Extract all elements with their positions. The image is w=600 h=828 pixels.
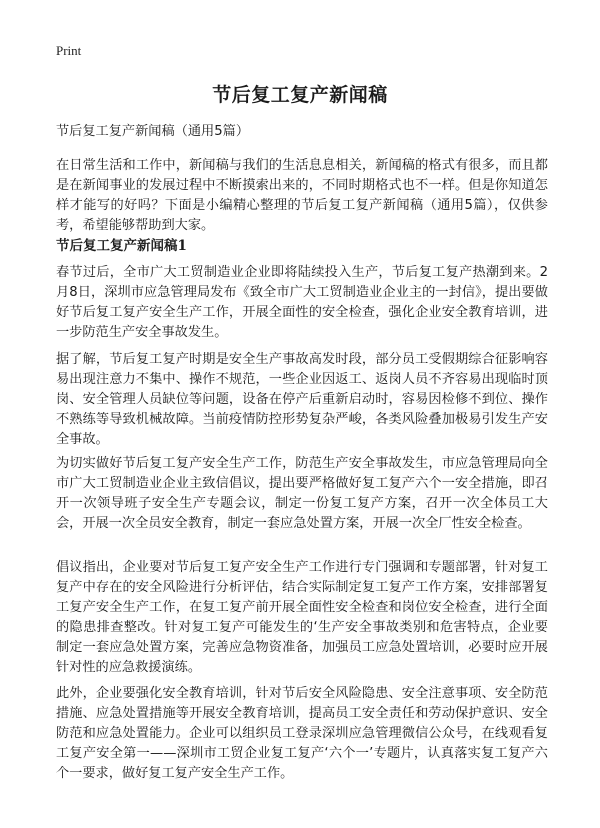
intro-paragraph: 在日常生活和工作中，新闻稿与我们的生活息息相关，新闻稿的格式有很多，而且都是在新闻事业的发展过程中不断摸索出来的，不同时期格式也不一样。但是你知道怎样才能写的好吗？下面是小编精心整理的节后复工复产新闻稿（通用5篇），仅供参考，希望能够帮助到大家。	[56, 158, 548, 233]
page-title: 节后复工复产新闻稿	[212, 84, 388, 106]
body-paragraph-5: 此外，企业要强化安全教育培训，针对节后安全风险隐患、安全注意事项、安全防范措施、应急处置措施等开展安全教育培训，提高员工安全责任和劳动保护意识、安全防范和应急处置能力。企业可以组织员工登录深圳应急管理微信公众号，在线观看复工复产安全第一——深圳市工贸企业复工复产‘六个一’专题片，认真落实复工复产六个一要求，做好复工复产安全生产工作。	[56, 686, 548, 781]
document-subtitle: 节后复工复产新闻稿（通用5篇）	[56, 124, 250, 139]
body-paragraph-4: 倡议指出，企业要对节后复工复产安全生产工作进行专门强调和专题部署，针对复工复产中存在的安全风险进行分析评估，结合实际制定复工复产工作方案，安排部署复工复产安全生产工作，在复工复产前开展全面性安全检查和岗位安全检查，进行全面的隐患排查整改。针对复工复产可能发生的‘生产安全事故类别和危害特点，企业要制定一套应急处置方案，完善应急物资准备，加强员工应急处置培训，必要时应开展针对性的应急救援演练。	[56, 560, 548, 675]
body-paragraph-2: 据了解，节后复工复产时期是安全生产事故高发时段，部分员工受假期综合征影响容易出现注意力不集中、操作不规范，一些企业因返工、返岗人员不齐容易出现临时顶岗、安全管理人员缺位等问题，设备在停产后重新启动时，容易因检修不到位、操作不熟练等导致机械故障。当前疫情防控形势复杂严峻，各类风险叠加极易引发生产安全事故。	[56, 352, 548, 447]
body-paragraph-1: 春节过后，全市广大工贸制造业企业即将陆续投入生产，节后复工复产热潮到来。2月8日，深圳市应急管理局发布《致全市广大工贸制造业企业主的一封信》，提出要做好节后复工复产安全生产工作，开展全面性的安全检查，强化企业安全教育培训，进一步防范生产安全事故发生。	[56, 265, 548, 340]
body-paragraph-3: 为切实做好节后复工复产安全生产工作，防范生产安全事故发生，市应急管理局向全市广大工贸制造业企业主致信倡议，提出要严格做好复工复产六个一安全措施，即召开一次领导班子安全生产专题会议，制定一份复工复产方案，召开一次全体员工大会，开展一次全员安全教育，制定一套应急处置方案，开展一次全厂性安全检查。	[56, 456, 548, 531]
print-link[interactable]: Print	[56, 43, 82, 58]
section-heading: 节后复工复产新闻稿1	[56, 238, 187, 254]
